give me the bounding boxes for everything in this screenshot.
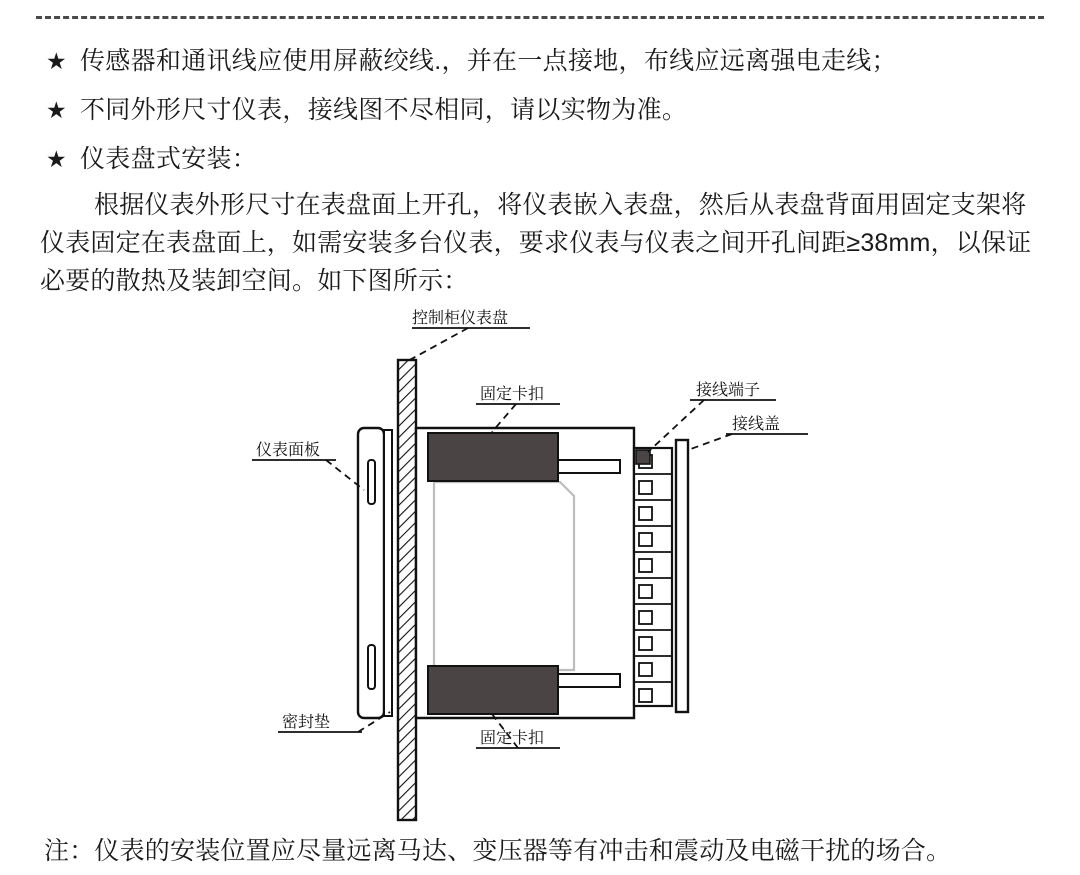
installation-diagram <box>230 300 850 820</box>
meter-body-inset <box>434 482 574 670</box>
bullet-item-2-text: 不同外形尺寸仪表，接线图不尽相同，请以实物为准。 <box>80 96 688 124</box>
label-seal-gasket: 密封垫 <box>282 714 331 731</box>
body-paragraph: 根据仪表外形尺寸在表盘面上开孔，将仪表嵌入表盘，然后从表盘背面用固定支架将仪表固定在表盘面上，如需安装多台仪表，要求仪表与仪表之间开孔间距≥38mm，以保证必要的散热及装卸空间。如下图所示： <box>40 191 1032 295</box>
cabinet-panel-part <box>398 360 416 820</box>
label-terminal-block: 接线端子 <box>696 382 761 399</box>
star-icon: ★ <box>46 146 67 172</box>
fixing-clip-bottom-arm <box>558 674 620 687</box>
label-wiring-cover: 接线盖 <box>732 416 781 433</box>
bullet-item-1 <box>46 48 897 76</box>
bullet-item-2 <box>46 97 687 125</box>
meter-front-panel <box>358 428 384 718</box>
terminal-first-screw <box>636 450 650 464</box>
star-icon: ★ <box>46 97 67 123</box>
label-cabinet-panel: 控制柜仪表盘 <box>412 310 509 327</box>
bullet-item-3-text: 仪表盘式安装： <box>80 145 258 173</box>
label-fixing-clip-bottom: 固定卡扣 <box>480 730 545 747</box>
top-dashed-rule <box>36 16 1044 19</box>
fixing-clip-bottom-part <box>428 666 558 714</box>
label-meter-panel: 仪表面板 <box>256 442 321 459</box>
label-fixing-clip-top: 固定卡扣 <box>480 386 545 403</box>
wiring-cover-part <box>676 440 688 712</box>
star-icon: ★ <box>46 48 67 74</box>
bullet-item-3 <box>46 146 257 174</box>
fixing-clip-top-arm <box>558 460 620 473</box>
fixing-clip-top-part <box>428 433 558 481</box>
seal-gasket-part <box>384 430 392 716</box>
footer-note: 注：仪表的安装位置应尽量远离马达、变压器等有冲击和震动及电磁干扰的场合。 <box>44 837 952 865</box>
bullet-item-1-text: 传感器和通讯线应使用屏蔽绞线.，并在一点接地，布线应远离强电走线； <box>80 47 897 75</box>
